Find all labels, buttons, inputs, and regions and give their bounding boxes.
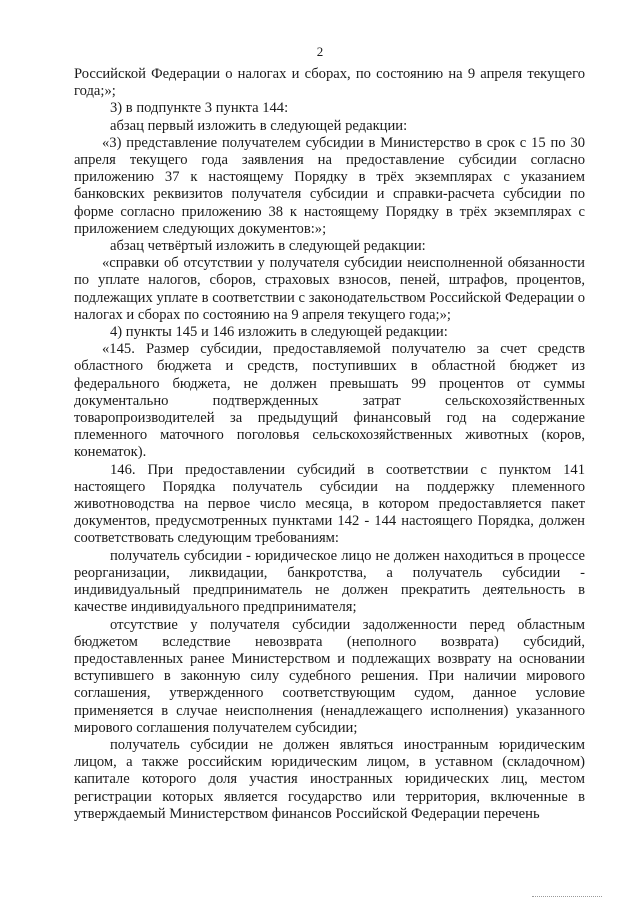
paragraph-requirement-no-debt: отсутствие у получателя субсидии задолженности перед областным бюджетом вследствие невозврата (неполного возврата) субсидий, предоставленных ранее Министерством и подлежащих возврату на основании вступившего в законную силу судебного решения. При наличии мирового соглашения, утвержденного соответствующим судом, данное условие применяется в случае неисполнения (ненадлежащего исполнения) указанного мирового соглашения получателем субсидии; bbox=[74, 616, 585, 736]
paragraph-subpoint-3: 3) в подпункте 3 пункта 144: bbox=[110, 100, 289, 117]
paragraph-quoted-point-3: «3) представление получателем субсидии в Министерство в срок с 15 по 30 апреля текущего года заявления на предоставление субсидии согласно приложению 37 к настоящему Порядку в трёх экземплярах с указанием банковских реквизитов получателя субсидии и справки-расчета субсидии по форме согласно приложению 38 к настоящему Порядку в трёх экземплярах с приложением следующих документов:»; bbox=[74, 134, 585, 237]
page-number: 2 bbox=[316, 44, 324, 59]
paragraph-first-abzac-instruction: абзац первый изложить в следующей редакции: bbox=[110, 117, 408, 134]
scan-edge-mark bbox=[532, 896, 602, 899]
paragraph-quoted-certificate: «справки об отсутствии у получателя субсидии неисполненной обязанности по уплате налогов, сборов, страховых взносов, пеней, штрафов, процентов, подлежащих уплате в соответствии с законодательством Российской Федерации о налогах и сборах по состоянию на 9 апреля текущего года;»; bbox=[74, 255, 585, 323]
document-body bbox=[74, 66, 585, 823]
paragraph-points-145-146: 4) пункты 145 и 146 изложить в следующей редакции: bbox=[110, 324, 448, 341]
paragraph-fourth-abzac-instruction: абзац четвёртый изложить в следующей редакции: bbox=[110, 238, 426, 255]
paragraph-requirement-not-foreign: получатель субсидии не должен являться иностранным юридическим лицом, а также российским юридическим лицом, в уставном (складочном) капитале которого доля участия иностранных юридических лиц, местом регистрации которых является государство или территория, включенные в утверждаемый Министерством финансов Российской Федерации перечень bbox=[74, 736, 585, 822]
paragraph-point-145: «145. Размер субсидии, предоставляемой получателю за счет средств областного бюджета и средств, поступивших в областной бюджет из федерального бюджета, не должен превышать 99 процентов от суммы документально подтвержденных затрат сельскохозяйственных товаропроизводителей за предыдущий финансовый год на содержание племенного маточного поголовья сельскохозяйственных животных (коров, конематок). bbox=[74, 341, 585, 461]
paragraph-continuation: Российской Федерации о налогах и сборах, по состоянию на 9 апреля текущего года;»; bbox=[74, 66, 585, 100]
paragraph-requirement-legal-entity: получатель субсидии - юридическое лицо не должен находиться в процессе реорганизации, ликвидации, банкротства, а получатель субсидии - индивидуальный предприниматель не должен прекратить деятельность в качестве индивидуального предпринимателя; bbox=[74, 547, 585, 616]
paragraph-point-146: 146. При предоставлении субсидий в соответствии с пунктом 141 настоящего Порядка получатель субсидии на поддержку племенного животноводства на первое число месяца, в котором предоставляется пакет документов, предусмотренных пунктами 142 - 144 настоящего Порядка, должен соответствовать следующим требованиям: bbox=[74, 461, 585, 547]
